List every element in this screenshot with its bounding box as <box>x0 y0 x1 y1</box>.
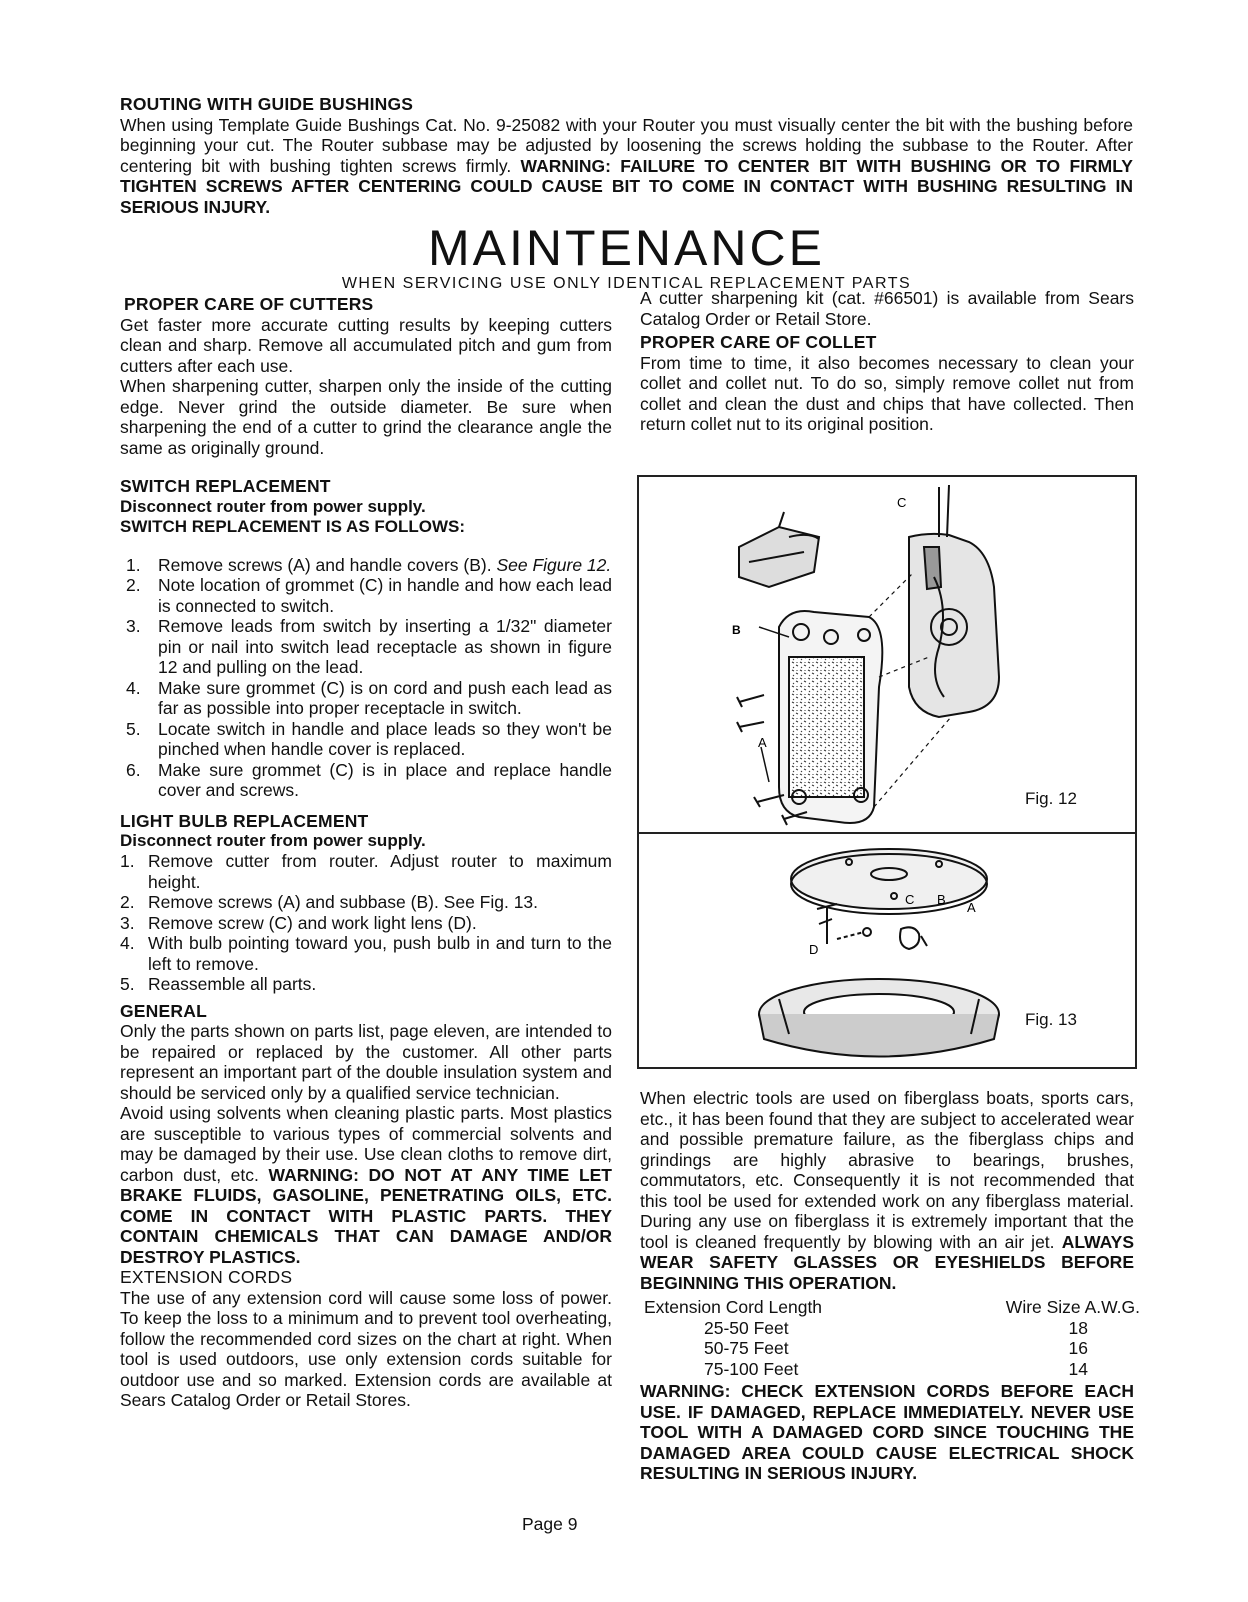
fig13-callout-b: B <box>937 892 946 907</box>
list-item: 4. With bulb pointing toward you, push bulb in and turn to the left to remove. <box>120 933 612 974</box>
bulb-steps <box>120 851 612 995</box>
routing-section <box>120 94 1133 217</box>
fig13-callout-a: A <box>967 900 976 915</box>
fig12-callout-c: C <box>897 495 907 510</box>
right-column <box>640 288 1134 435</box>
general-p2: Avoid using solvents when cleaning plastic parts. Most plastics are susceptible to various types of commercial solvents and may be damaged by their use. Use clean cloths to remove dirt, carbon dust, etc. WARNING: DO NOT AT ANY TIME LET BRAKE FLUIDS, GASOLINE, PENETRATING OILS, ETC. COME IN CONTACT WITH PLASTIC PARTS. THEY CONTAIN CHEMICALS THAT CAN DAMAGE AND/OR DESTROY PLASTICS. <box>120 1103 612 1267</box>
routing-heading: ROUTING WITH GUIDE BUSHINGS <box>120 94 414 114</box>
general-warning: WARNING: DO NOT AT ANY TIME LET BRAKE FLUIDS, GASOLINE, PENETRATING OILS, ETC. COME IN CONTACT WITH PLASTIC PARTS. THEY CONTAIN CHEMICALS THAT CAN DAMAGE AND/OR DESTROY PLASTICS. <box>120 1164 612 1267</box>
list-item: 2. Remove screws (A) and subbase (B). See Fig. 13. <box>120 892 539 912</box>
fiberglass-warning: ALWAYS WEAR SAFETY GLASSES OR EYESHIELDS BEFORE BEGINNING THIS OPERATION. <box>640 1231 1134 1293</box>
list-item: 6. Make sure grommet (C) is in place and replace handle cover and screws. <box>126 759 612 800</box>
header-size: Wire Size A.W.G. <box>1005 1297 1140 1317</box>
table-header <box>640 1297 1140 1318</box>
switch-steps <box>120 555 612 801</box>
sharpening-kit-text: A cutter sharpening kit (cat. #66501) is available from Sears Catalog Order or Retail Store. <box>640 288 1134 329</box>
cord-warning: WARNING: CHECK EXTENSION CORDS BEFORE EACH USE. IF DAMAGED, REPLACE IMMEDIATELY. NEVER USE TOOL WITH A DAMAGED CORD SINCE TOUCHING THE DAMAGED AREA COULD CAUSE ELECTRICAL SHOCK RESULTING IN SERIOUS INJURY. <box>640 1381 1134 1483</box>
list-item: 3. Remove leads from switch by inserting a 1/32" diameter pin or nail into switch lead receptacle as shown in figure 12 and pulling on the lead. <box>126 616 612 677</box>
fig13-label: Fig. 13 <box>1025 1010 1077 1029</box>
switch-heading: SWITCH REPLACEMENT <box>120 476 331 496</box>
table-row: 25-50 Feet 18 <box>704 1317 1088 1338</box>
list-item: 1. Remove screws (A) and handle covers (B). See Figure 12. <box>126 554 612 575</box>
table-row: 50-75 Feet 16 <box>704 1338 1088 1358</box>
list-item: 3. Remove screw (C) and work light lens (D). <box>120 912 477 933</box>
page-title: MAINTENANCE <box>428 220 825 276</box>
cutters-heading: PROPER CARE OF CUTTERS <box>124 294 374 314</box>
cutters-p2: When sharpening cutter, sharpen only the inside of the cutting edge. Never grind the outside diameter. Be sure when sharpening the end of a cutter to grind the clearance angle the same as originally ground. <box>120 376 612 458</box>
figure-12 <box>639 477 1135 833</box>
routing-text: When using Template Guide Bushings Cat. No. 9-25082 with your Router you must visually center the bit with the bushing before beginning your cut. The Router subbase may be adjusted by loosening the screws holding the subbase to the Router. After centering bit with bushing tighten screws firmly. WARNING: FAILURE TO CENTER BIT WITH BUSHING OR TO FIRMLY TIGHTEN SCREWS AFTER CENTERING COULD CAUSE BIT TO COME IN CONTACT WITH BUSHING RESULTING IN SERIOUS INJURY. <box>120 114 1133 217</box>
extension-heading: EXTENSION CORDS <box>120 1267 293 1287</box>
right-lower <box>640 1088 1140 1484</box>
maintenance-header <box>120 222 1133 294</box>
fig13-callout-d: D <box>809 942 819 957</box>
figure-12-illustration <box>639 477 1135 833</box>
figure-13-illustration <box>639 834 1135 1067</box>
list-item: 5. Locate switch in handle and place leads so they won't be pinched when handle cover is replaced. <box>126 718 612 759</box>
page-subtitle: WHEN SERVICING USE ONLY IDENTICAL REPLACEMENT PARTS <box>341 275 912 292</box>
fig12-callout-b: B <box>732 623 741 637</box>
collet-text: From time to time, it also becomes necessary to clean your collet and collet nut. To do so, simply remove collet nut from collet and clean the dust and chips that have collected. Then return collet nut to its original position. <box>640 352 1134 434</box>
header-length: Extension Cord Length <box>644 1297 823 1317</box>
general-heading: GENERAL <box>120 1000 207 1021</box>
page-number: Page 9 <box>522 1514 578 1534</box>
list-item: 2. Note location of grommet (C) in handle and how each lead is connected to switch. <box>126 575 612 616</box>
fiberglass-text: When electric tools are used on fiberglass boats, sports cars, etc., it has been found that they are subject to accelerated wear and possible premature failure, as the fiberglass chips and grindings are highly abrasive to bearings, brushes, commutators, etc. Consequently it is not recommended that this tool be used for extended work on any fiberglass material. During any use on fiberglass it is extremely important that the tool is cleaned frequently by blowing with an air jet. ALWAYS WEAR SAFETY GLASSES OR EYESHIELDS BEFORE BEGINNING THIS OPERATION. <box>640 1088 1134 1293</box>
cutters-p1: Get faster more accurate cutting results by keeping cutters clean and sharp. Remove all accumulated pitch and gum from cutters after each use. <box>120 314 612 376</box>
figure-box <box>637 475 1137 1069</box>
switch-as-follows: SWITCH REPLACEMENT IS AS FOLLOWS: <box>120 516 466 536</box>
table-row: 75-100 Feet 14 <box>704 1358 1088 1379</box>
fig12-label: Fig. 12 <box>1025 789 1077 808</box>
switch-disconnect: Disconnect router from power supply. <box>120 496 426 516</box>
list-item: 4. Make sure grommet (C) is on cord and push each lead as far as possible into proper receptacle in switch. <box>126 677 612 718</box>
fig12-callout-a: A <box>758 735 767 750</box>
collet-heading: PROPER CARE OF COLLET <box>640 332 877 352</box>
general-p1: Only the parts shown on parts list, page eleven, are intended to be repaired or replaced by the customer. All other parts represent an important part of the double insulation system and should be serviced only by a qualified service technician. <box>120 1021 612 1103</box>
routing-warning: WARNING: FAILURE TO CENTER BIT WITH BUSHING OR TO FIRMLY TIGHTEN SCREWS AFTER CENTERING COULD CAUSE BIT TO COME IN CONTACT WITH BUSHING RESULTING IN SERIOUS INJURY. <box>120 155 1133 217</box>
fig13-callout-c: C <box>905 892 915 907</box>
extension-text: The use of any extension cord will cause some loss of power. To keep the loss to a minimum and to prevent tool overheating, follow the recommended cord sizes on the chart at right. When tool is used outdoors, use only extension cords suitable for outdoor use and so marked. Extension cords are available at Sears Catalog Order or Retail Stores. <box>120 1287 612 1410</box>
bulb-disconnect: Disconnect router from power supply. <box>120 831 426 850</box>
list-item: 1. Remove cutter from router. Adjust router to maximum height. <box>120 851 612 892</box>
left-column <box>120 294 612 1411</box>
list-item: 5. Reassemble all parts. <box>120 974 317 994</box>
cord-table <box>640 1297 1140 1379</box>
figure-13 <box>639 834 1135 1067</box>
bulb-heading: LIGHT BULB REPLACEMENT <box>120 810 369 831</box>
